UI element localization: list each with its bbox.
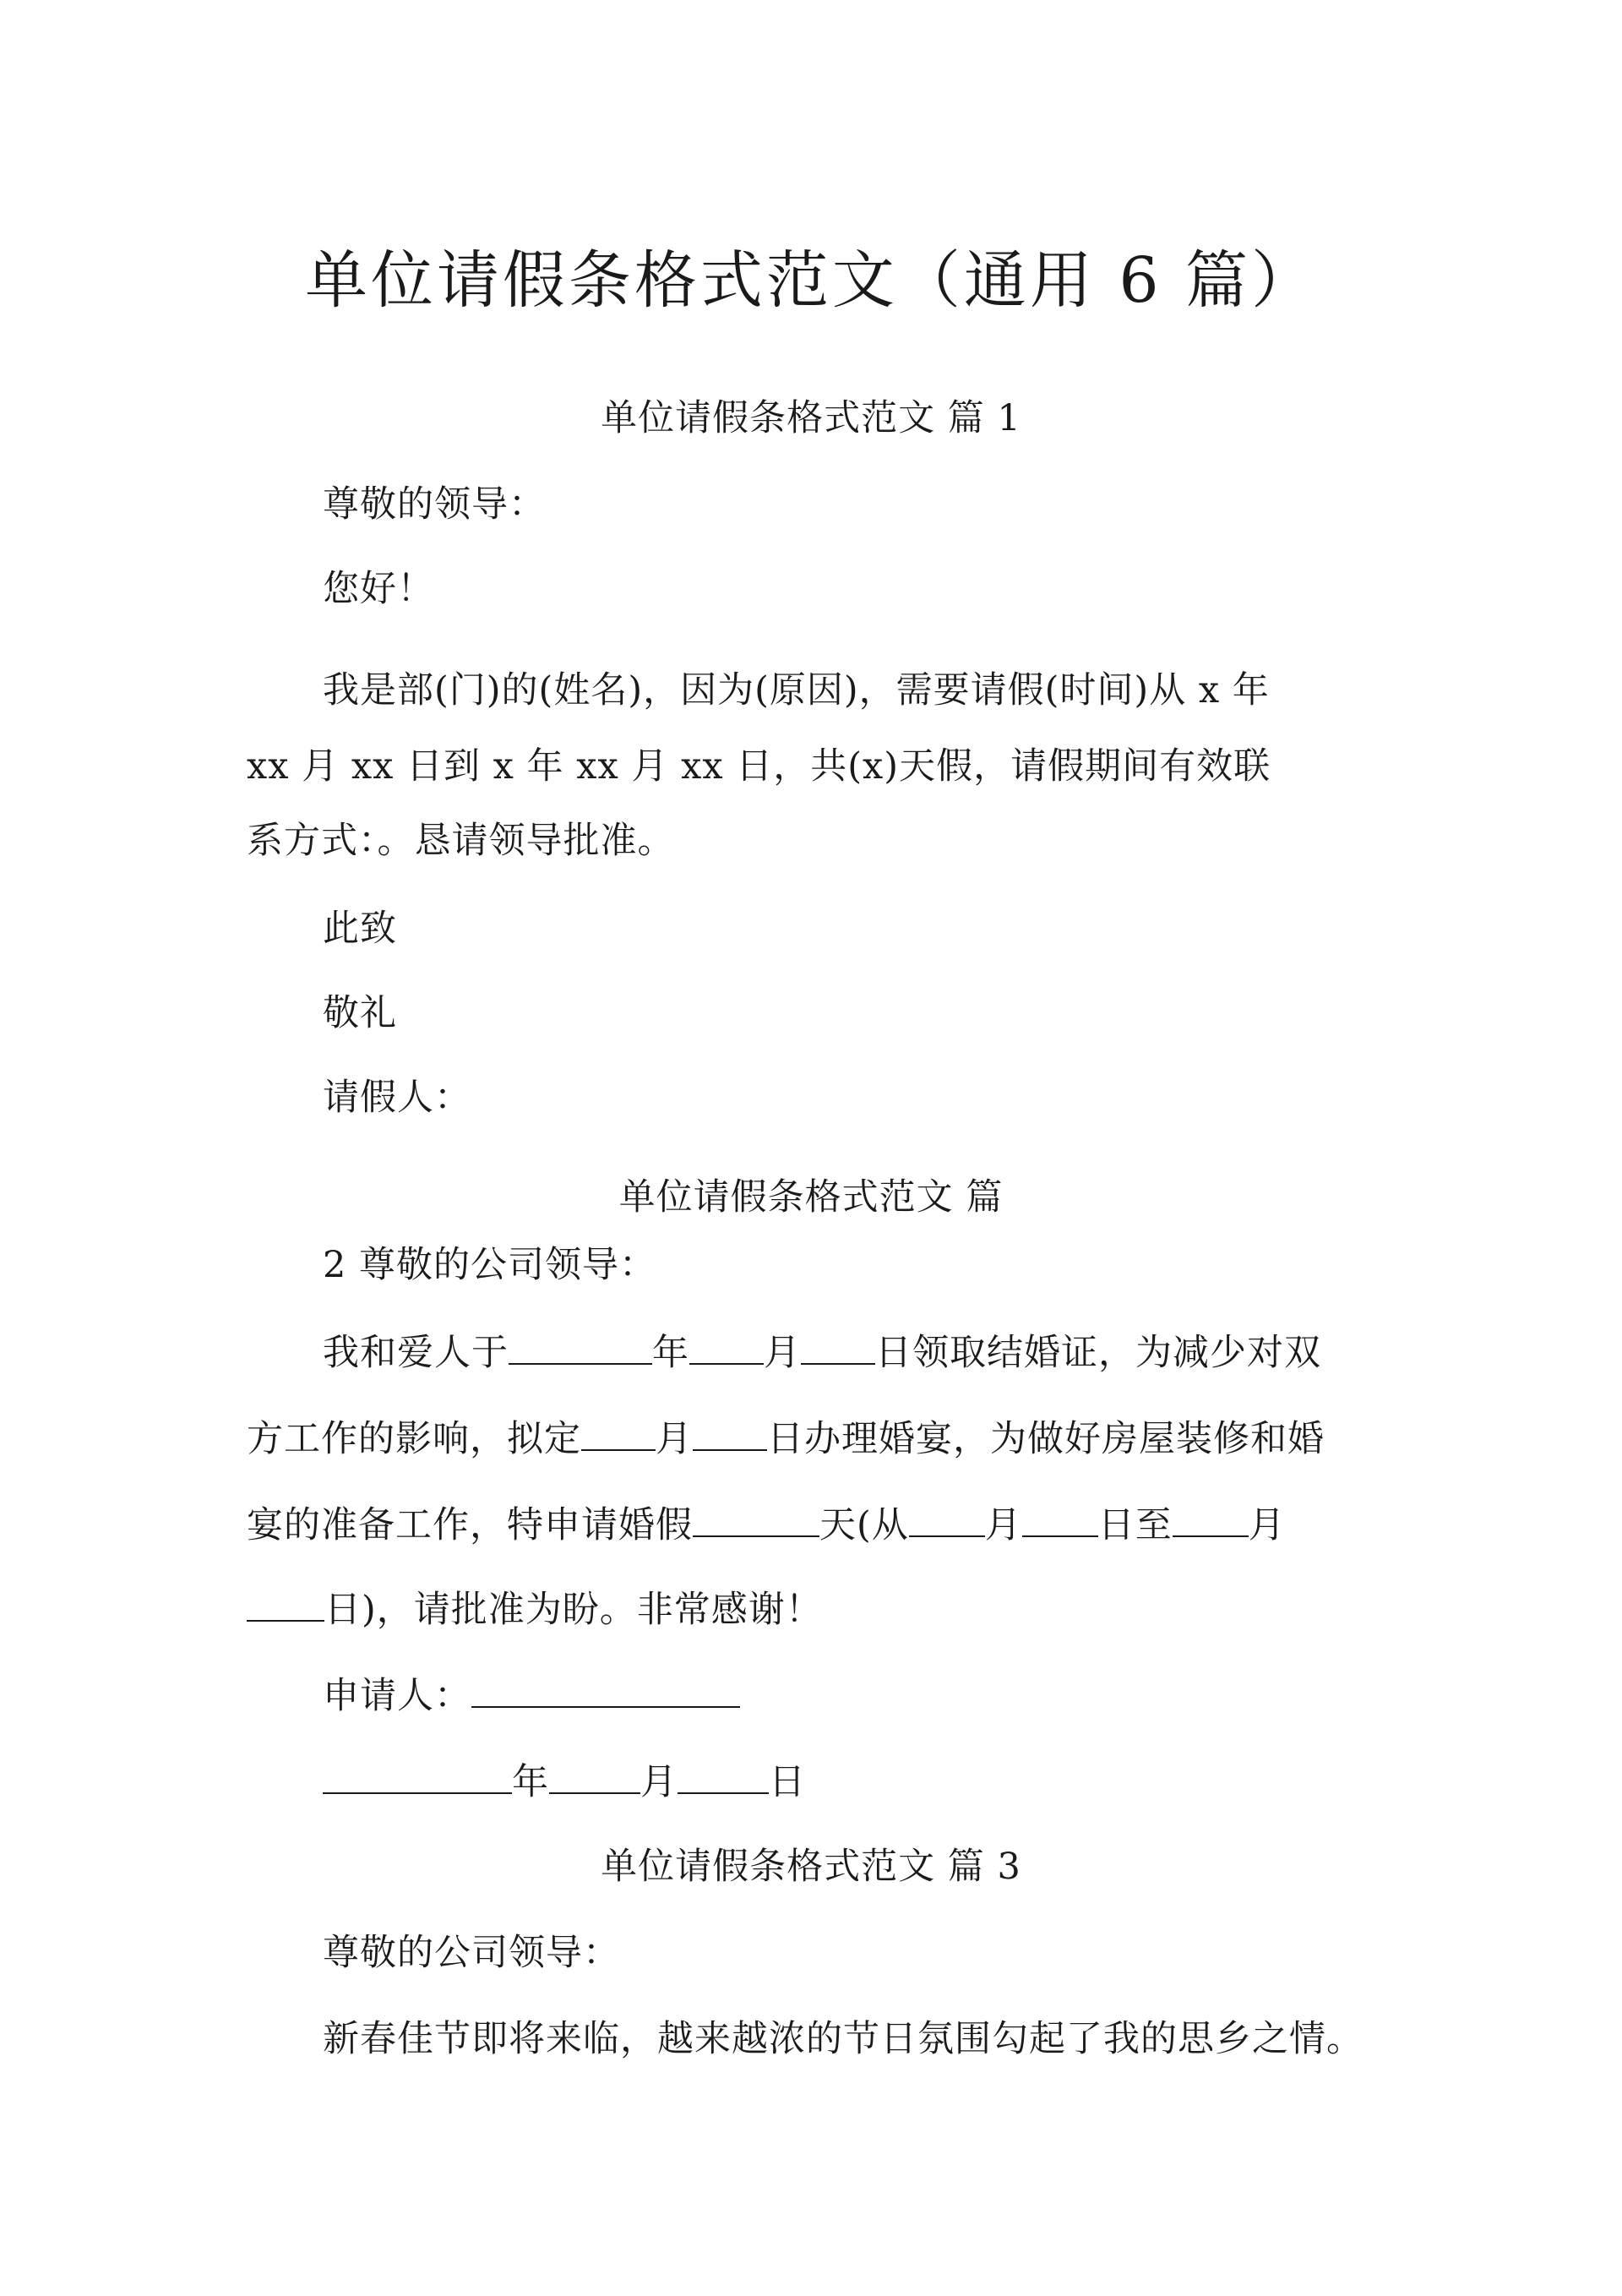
section-2-para-line-3	[247, 1500, 1286, 1551]
para-text: 日)，请批准为盼。非常感谢！	[324, 1589, 823, 1631]
para-text: 天(从	[819, 1504, 909, 1546]
section-2-para-line-1	[323, 1328, 1321, 1378]
fill-blank	[581, 1415, 656, 1451]
para-text: 月	[1248, 1504, 1286, 1546]
para-text: 我和爱人于	[323, 1332, 509, 1374]
section-1-heading: 单位请假条格式范文 篇 1	[601, 397, 1021, 439]
fill-blank	[689, 1329, 764, 1365]
year-label: 年	[512, 1761, 549, 1803]
section-1-salutation: 尊敬的领导：	[323, 483, 546, 526]
day-label: 日	[769, 1761, 806, 1803]
applicant-label: 申请人：	[323, 1675, 471, 1717]
fill-blank	[509, 1329, 652, 1365]
applicant-signature-blank	[471, 1672, 740, 1708]
section-1-greeting: 您好！	[323, 568, 434, 610]
section-1-closing-1: 此致	[323, 908, 397, 950]
section-3-salutation: 尊敬的公司领导：	[323, 1932, 620, 1974]
document-title: 单位请假条格式范文（通用 6 篇）	[304, 244, 1318, 317]
para-text: 月	[764, 1332, 801, 1374]
year-blank	[323, 1759, 512, 1794]
section-2-para-line-4	[247, 1584, 823, 1635]
day-blank	[678, 1759, 769, 1794]
section-2-date-line	[323, 1757, 806, 1808]
fill-blank	[693, 1415, 767, 1451]
fill-blank	[693, 1502, 819, 1537]
section-1-body-line-3: 系方式：。恳请领导批准。	[247, 820, 675, 862]
fill-blank	[801, 1329, 875, 1365]
section-1-body-line-2: xx 月 xx 日到 x 年 xx 月 xx 日，共(x)天假，请假期间有效联	[247, 745, 1271, 788]
fill-blank	[1022, 1502, 1098, 1537]
fill-blank	[909, 1502, 985, 1537]
para-text: 宴的准备工作，特申请婚假	[247, 1504, 693, 1546]
month-label: 月	[640, 1761, 678, 1803]
section-2-applicant-line	[323, 1671, 740, 1721]
para-text: 月	[984, 1504, 1022, 1546]
para-text: 日领取结婚证，为减少对双	[875, 1332, 1321, 1374]
section-1-signature: 请假人：	[323, 1077, 471, 1119]
fill-blank	[247, 1586, 324, 1622]
para-text: 方工作的影响，拟定	[247, 1418, 581, 1460]
section-2-para-line-2	[247, 1414, 1325, 1464]
para-text: 日办理婚宴，为做好房屋装修和婚	[767, 1418, 1325, 1460]
para-text: 日至	[1097, 1504, 1173, 1546]
fill-blank	[1173, 1502, 1249, 1537]
section-2-heading: 单位请假条格式范文 篇	[618, 1176, 1004, 1219]
section-1-body-line-1: 我是部(门)的(姓名)，因为(原因)，需要请假(时间)从 x 年	[323, 669, 1270, 712]
section-3-heading: 单位请假条格式范文 篇 3	[601, 1846, 1021, 1888]
section-1-closing-2: 敬礼	[323, 992, 397, 1034]
para-text: 月	[656, 1418, 693, 1460]
section-2-heading-continued: 2 尊敬的公司领导：	[323, 1244, 657, 1286]
para-text: 年	[652, 1332, 689, 1374]
month-blank	[549, 1759, 640, 1794]
section-3-body-line-1: 新春佳节即将来临，越来越浓的节日氛围勾起了我的思乡之情。	[323, 2018, 1363, 2060]
